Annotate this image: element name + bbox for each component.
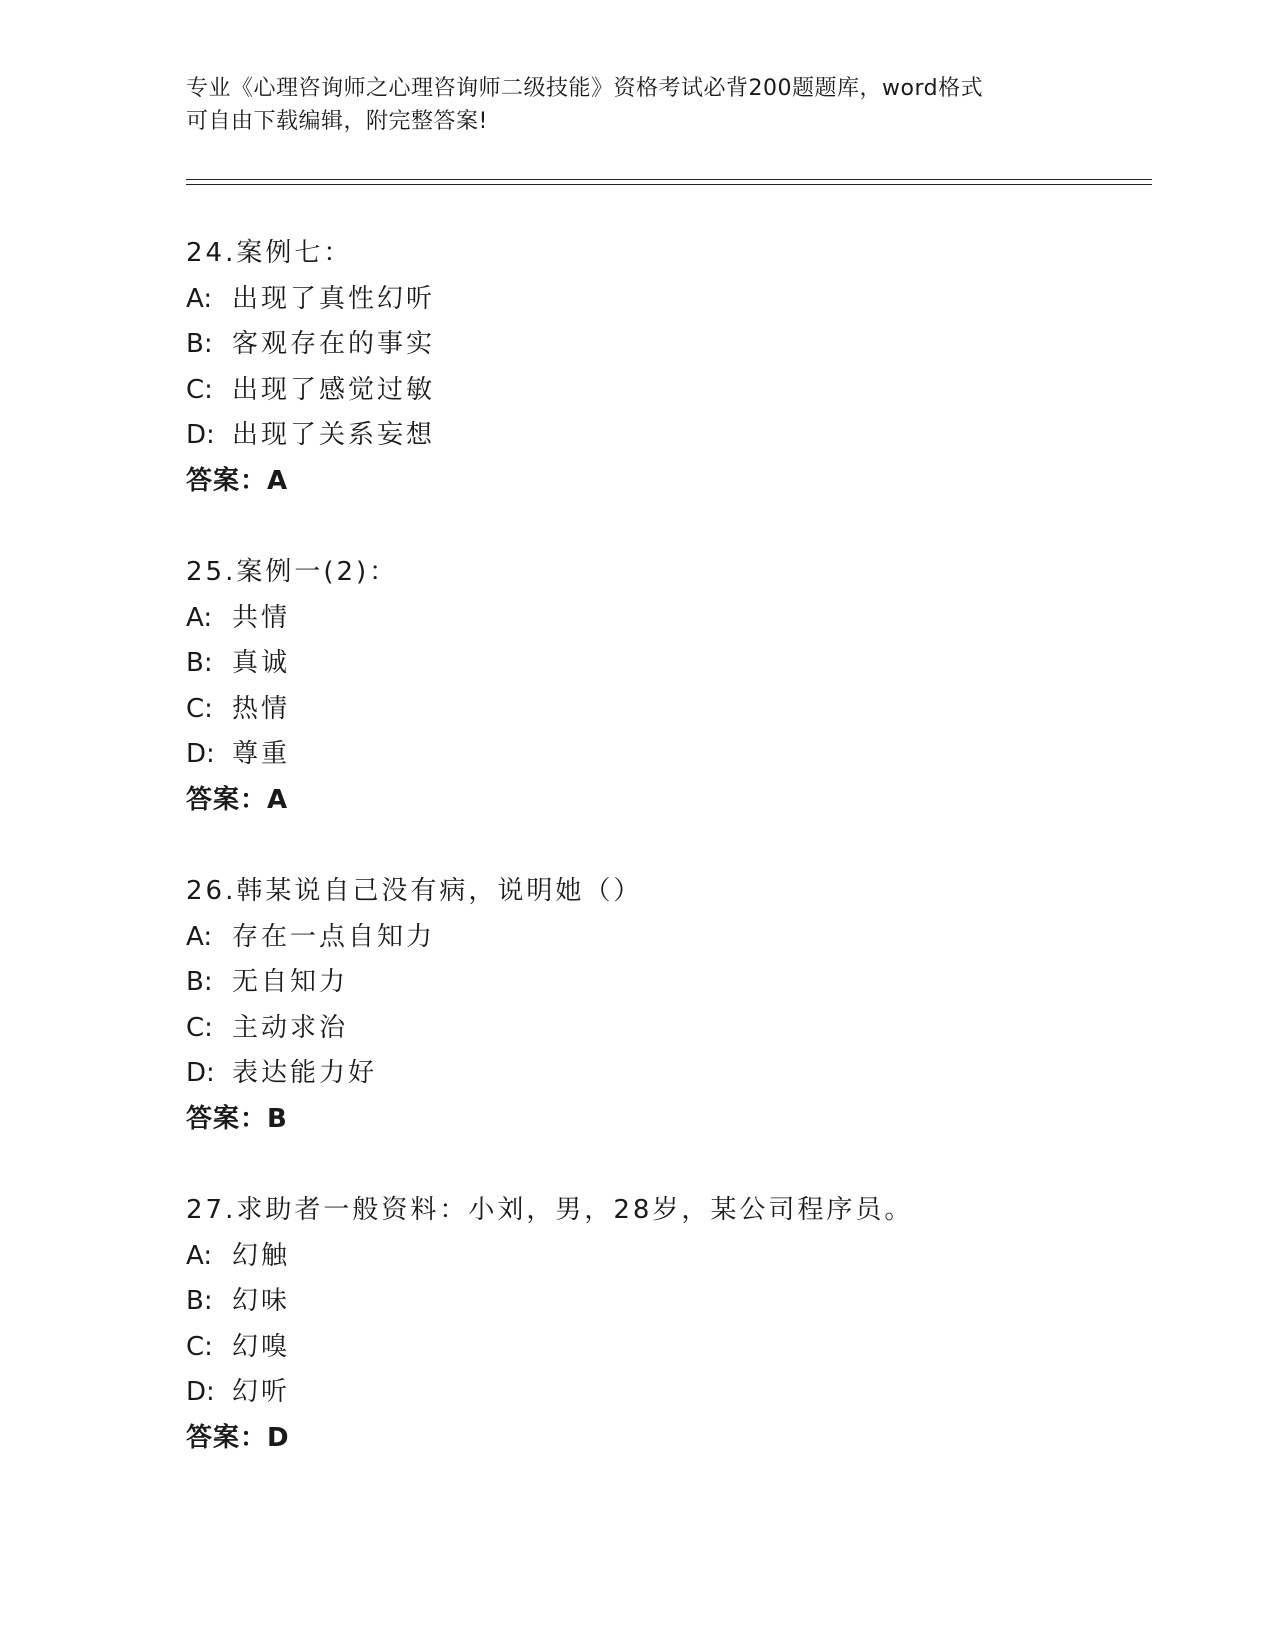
option-b — [186, 641, 1136, 687]
question-block — [186, 231, 1136, 504]
option-key: C: — [186, 693, 213, 724]
option-c — [186, 1006, 1136, 1052]
option-a — [186, 596, 1136, 642]
option-d — [186, 1370, 1136, 1416]
option-d — [186, 413, 1136, 459]
option-a — [186, 277, 1136, 323]
question-block — [186, 1188, 1136, 1461]
option-c — [186, 1325, 1136, 1371]
option-b — [186, 1279, 1136, 1325]
option-text: 幻味 — [232, 1286, 291, 1316]
option-key: A: — [186, 283, 213, 314]
option-key: B: — [186, 648, 213, 678]
header-title-line-1: 专业《心理咨询师之心理咨询师二级技能》资格考试必背200题题库，word格式 — [186, 76, 984, 101]
option-c — [186, 368, 1136, 414]
header-divider-top — [186, 179, 1152, 180]
option-key: B: — [186, 329, 213, 359]
option-key: C: — [186, 1331, 213, 1362]
option-key: A: — [186, 1240, 213, 1271]
option-text: 主动求治 — [232, 1012, 349, 1043]
option-text: 幻触 — [232, 1240, 291, 1271]
option-a — [186, 915, 1136, 961]
header-title-line-2: 可自由下载编辑，附完整答案! — [186, 109, 488, 134]
question-block — [186, 550, 1136, 823]
option-key: B: — [186, 967, 213, 997]
question-stem: 26.韩某说自己没有病，说明她（） — [186, 876, 643, 906]
option-b — [186, 960, 1136, 1006]
option-key: D: — [186, 1377, 215, 1407]
option-key: C: — [186, 1012, 213, 1043]
option-text: 出现了感觉过敏 — [232, 374, 436, 405]
option-key: D: — [186, 739, 215, 769]
option-b — [186, 322, 1136, 368]
option-key: A: — [186, 921, 213, 952]
option-text: 表达能力好 — [232, 1058, 378, 1088]
option-a — [186, 1234, 1136, 1280]
question-block — [186, 869, 1136, 1142]
answer-line: 答案：A — [186, 784, 289, 815]
answer-line: 答案：A — [186, 465, 289, 496]
option-text: 存在一点自知力 — [232, 921, 436, 952]
option-text: 热情 — [232, 693, 291, 724]
option-text: 出现了关系妄想 — [232, 420, 436, 450]
option-key: A: — [186, 602, 213, 633]
option-text: 共情 — [232, 602, 291, 633]
option-text: 客观存在的事实 — [232, 329, 436, 359]
question-stem: 27.求助者一般资料：小刘，男，28岁，某公司程序员。 — [186, 1195, 914, 1225]
option-text: 无自知力 — [232, 967, 349, 997]
option-text: 幻嗅 — [232, 1331, 291, 1362]
header-divider-bottom — [186, 184, 1152, 185]
option-key: C: — [186, 374, 213, 405]
question-stem: 25.案例一(2)： — [186, 557, 399, 587]
option-d — [186, 732, 1136, 778]
document-header — [186, 72, 1086, 138]
option-text: 尊重 — [232, 739, 291, 769]
option-d — [186, 1051, 1136, 1097]
option-text: 出现了真性幻听 — [232, 283, 436, 314]
option-c — [186, 687, 1136, 733]
option-key: B: — [186, 1286, 213, 1316]
question-stem: 24.案例七： — [186, 238, 353, 268]
option-text: 幻听 — [232, 1377, 291, 1407]
answer-line: 答案：D — [186, 1422, 290, 1453]
option-key: D: — [186, 1058, 215, 1088]
option-text: 真诚 — [232, 648, 291, 678]
answer-line: 答案：B — [186, 1103, 288, 1134]
option-key: D: — [186, 420, 215, 450]
